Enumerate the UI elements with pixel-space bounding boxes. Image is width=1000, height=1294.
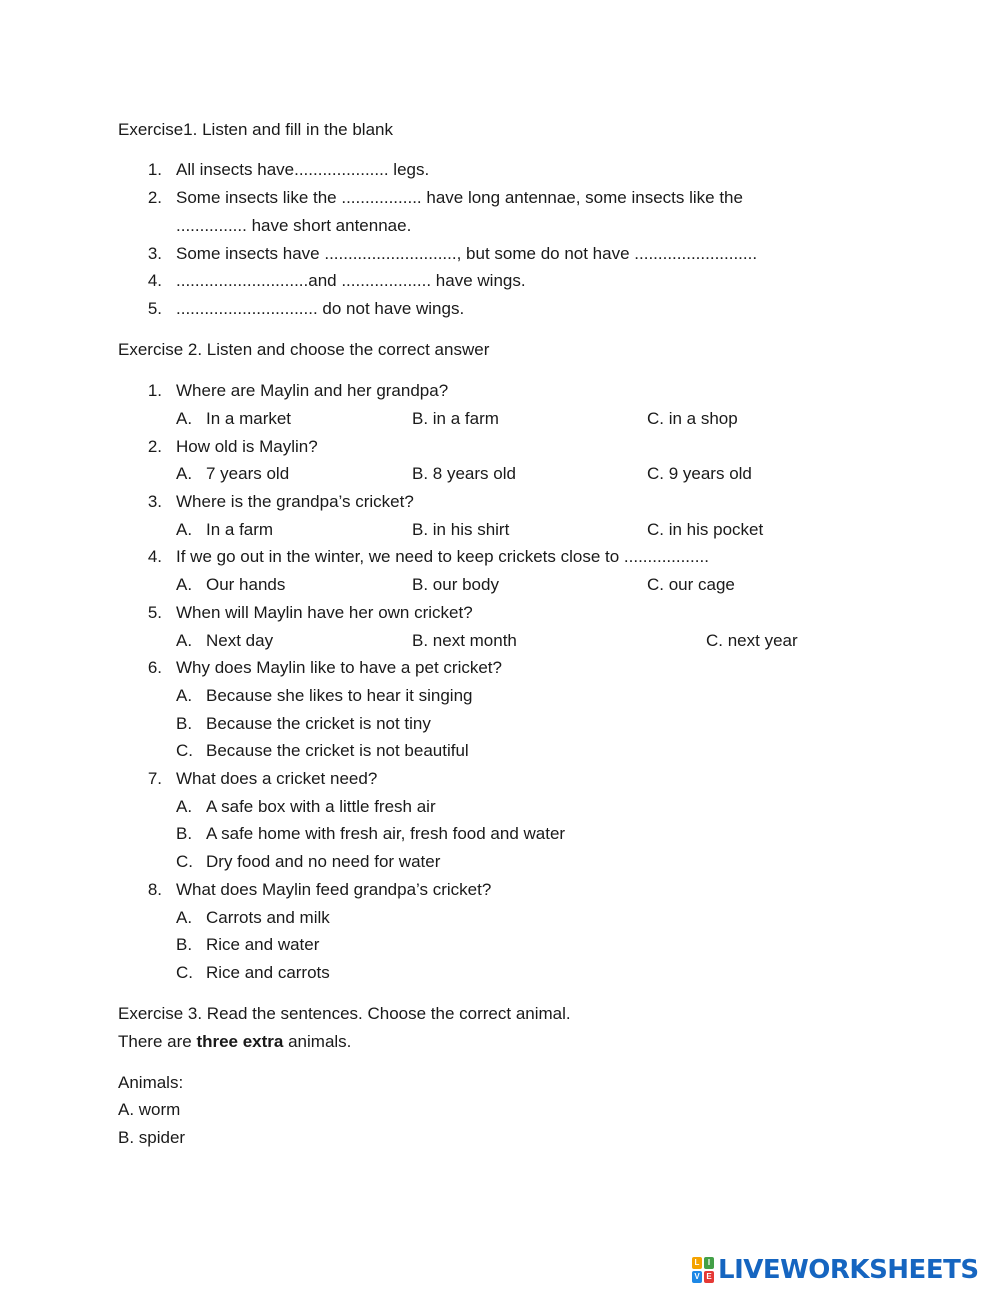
option-c[interactable]: Rice and carrots (206, 963, 330, 982)
exercise3-title: Exercise 3. Read the sentences. Choose the correct animal. (118, 1004, 571, 1023)
logo-mark-cell: E (704, 1271, 714, 1283)
option-letter: A. (176, 631, 193, 650)
option-b[interactable]: B. in a farm (412, 409, 499, 428)
ex2-question-text: What does Maylin feed grandpa’s cricket? (176, 880, 492, 899)
option-b[interactable]: B. 8 years old (412, 464, 516, 483)
option-letter: A. (176, 464, 193, 483)
ex1-item-text: Some insects have ............................, but some do not have .......................... (176, 244, 758, 263)
option-b[interactable]: Because the cricket is not tiny (206, 714, 431, 733)
ex1-item-number: 2. (147, 188, 162, 207)
option-b[interactable]: B. in his shirt (412, 520, 510, 539)
ex2-question-number: 5. (147, 603, 162, 622)
ex1-item-text-cont: ............... have short antennae. (176, 216, 412, 235)
logo-text: LIVEWORKSHEETS (718, 1255, 979, 1285)
option-a[interactable]: Because she likes to hear it singing (206, 686, 473, 705)
ex2-question-number: 3. (147, 492, 162, 511)
extra-note-bold: three extra (196, 1032, 284, 1051)
animals-label: Animals: (118, 1073, 184, 1092)
option-a[interactable]: Carrots and milk (206, 908, 330, 927)
option-a[interactable]: In a market (206, 409, 292, 428)
ex1-item-text: Some insects like the ................. have long antennae, some insects like the (176, 188, 743, 207)
option-b[interactable]: A safe home with fresh air, fresh food and water (206, 824, 566, 843)
ex1-item-number: 5. (147, 299, 162, 318)
option-letter: A. (176, 409, 193, 428)
option-letter: A. (176, 520, 193, 539)
option-b[interactable]: B. our body (412, 575, 499, 594)
ex2-question-text: Where are Maylin and her grandpa? (176, 381, 449, 400)
animal-option-a: A. worm (118, 1100, 181, 1119)
ex2-question-text: How old is Maylin? (176, 437, 318, 456)
ex2-question-number: 7. (147, 769, 162, 788)
ex2-question-number: 2. (147, 437, 162, 456)
option-a[interactable]: In a farm (206, 520, 274, 539)
exercise3-extra-note (118, 1031, 351, 1053)
ex1-item-number: 3. (147, 244, 162, 263)
ex2-question-text: When will Maylin have her own cricket? (176, 603, 473, 622)
ex2-question-text: Where is the grandpa’s cricket? (176, 492, 414, 511)
ex2-question-number: 4. (147, 547, 162, 566)
ex1-item-number: 1. (147, 160, 162, 179)
extra-note-pre: There are (118, 1032, 197, 1051)
option-letter: C. (176, 852, 193, 871)
option-c[interactable]: C. our cage (647, 575, 735, 594)
ex2-question-number: 8. (147, 880, 162, 899)
option-a[interactable]: Our hands (206, 575, 286, 594)
ex2-question-text: Why does Maylin like to have a pet cricket? (176, 658, 502, 677)
option-b[interactable]: B. next month (412, 631, 517, 650)
option-c[interactable]: Because the cricket is not beautiful (206, 741, 469, 760)
logo-mark-cell: L (692, 1257, 702, 1269)
option-c[interactable]: C. in his pocket (647, 520, 764, 539)
logo-mark-icon (692, 1257, 714, 1283)
ex1-item-number: 4. (147, 271, 162, 290)
ex1-item-text: All insects have.................... legs. (176, 160, 430, 179)
liveworksheets-logo (692, 1256, 979, 1284)
option-letter: C. (176, 963, 193, 982)
extra-note-post: animals. (283, 1032, 352, 1051)
ex2-question-text: If we go out in the winter, we need to keep crickets close to .................. (176, 547, 709, 566)
exercise2-title: Exercise 2. Listen and choose the correct answer (118, 340, 490, 359)
animal-option-b: B. spider (118, 1128, 186, 1147)
option-letter: B. (176, 714, 193, 733)
ex2-question-number: 6. (147, 658, 162, 677)
option-letter: A. (176, 908, 193, 927)
option-a[interactable]: Next day (206, 631, 274, 650)
option-c[interactable]: C. next year (706, 631, 798, 650)
option-letter: B. (176, 935, 193, 954)
logo-mark-cell: I (704, 1257, 714, 1269)
ex2-question-text: What does a cricket need? (176, 769, 378, 788)
option-b[interactable]: Rice and water (206, 935, 320, 954)
logo-mark-cell: V (692, 1271, 702, 1283)
option-letter: A. (176, 575, 193, 594)
option-letter: A. (176, 686, 193, 705)
ex2-question-number: 1. (147, 381, 162, 400)
option-c[interactable]: C. 9 years old (647, 464, 752, 483)
option-letter: C. (176, 741, 193, 760)
option-a[interactable]: A safe box with a little fresh air (206, 797, 436, 816)
option-letter: A. (176, 797, 193, 816)
exercise1-title: Exercise1. Listen and fill in the blank (118, 120, 393, 139)
option-c[interactable]: Dry food and no need for water (206, 852, 441, 871)
option-c[interactable]: C. in a shop (647, 409, 738, 428)
option-a[interactable]: 7 years old (206, 464, 290, 483)
ex1-item-text: .............................. do not have wings. (176, 299, 465, 318)
option-letter: B. (176, 824, 193, 843)
ex1-item-text: ............................and ................... have wings. (176, 271, 526, 290)
